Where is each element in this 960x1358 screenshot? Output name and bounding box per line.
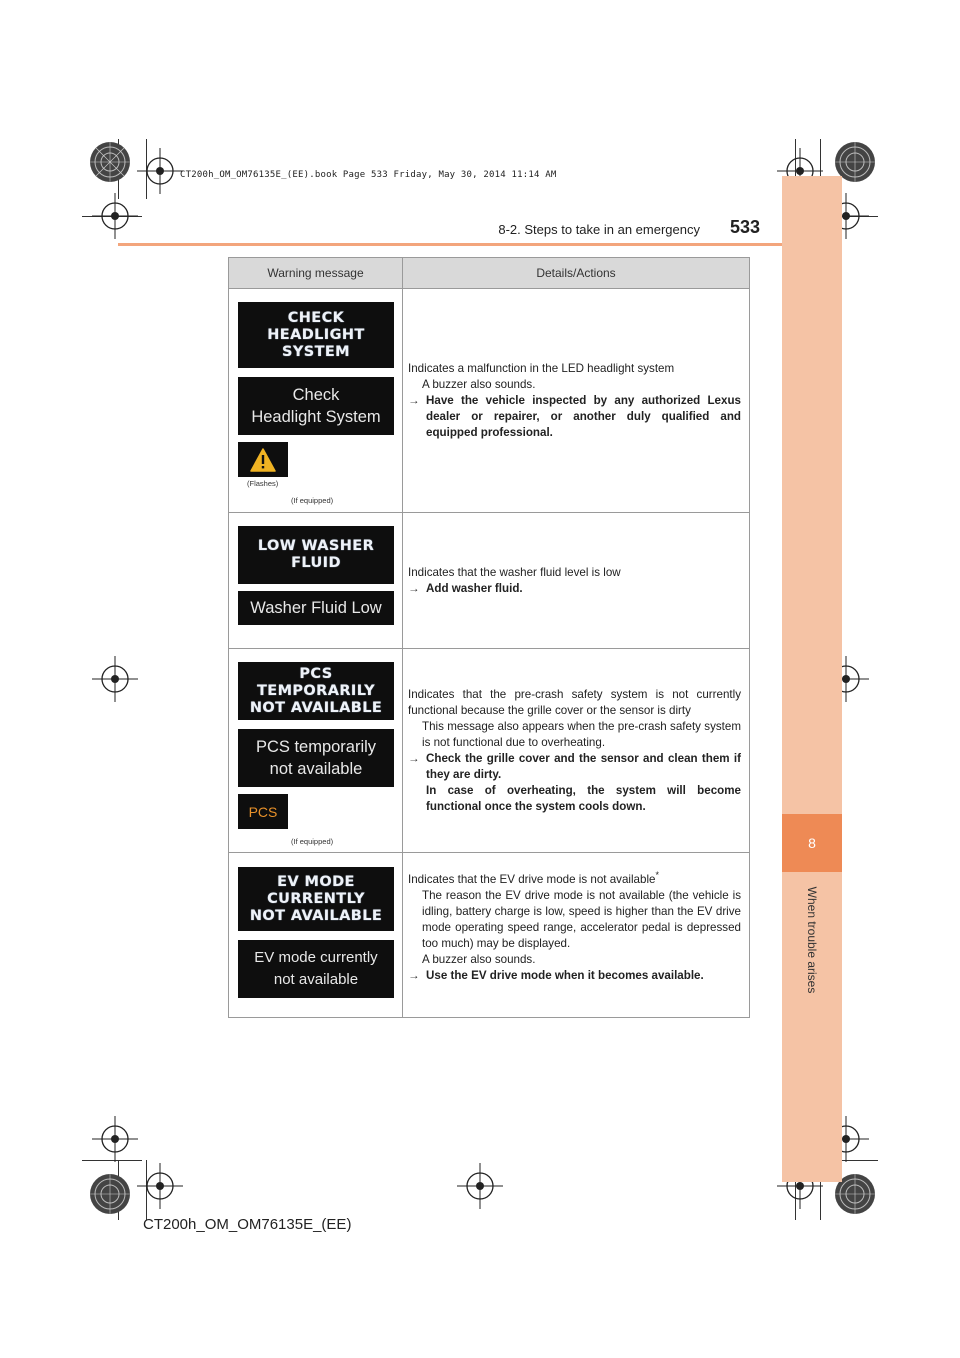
warning-message-cell [229, 289, 403, 512]
display-caps-headlight [238, 302, 394, 368]
action-text [408, 581, 621, 597]
crosshair-mark-icon [92, 656, 138, 702]
chapter-number: 8 [782, 814, 842, 872]
display-line: PCS TEMPORARILY [256, 665, 375, 699]
details-cell [403, 289, 749, 512]
display-line: NOT AVAILABLE [249, 699, 383, 716]
crosshair-mark-icon [137, 1163, 183, 1209]
header-rule [118, 243, 782, 246]
details-cell [403, 513, 749, 648]
detail-sub: The reason the EV drive mode is not available (the vehicle is idling, battery charge is low, speed is higher than the EV drive mode operating speed range, accelerator pedal is depressed too much) may be displayed. [422, 888, 741, 950]
display-line: SYSTEM [281, 343, 350, 360]
table-row [229, 649, 749, 853]
table-row [229, 853, 749, 1017]
registration-mark-icon [87, 1171, 133, 1217]
warning-message-cell [229, 513, 403, 648]
display-mixed-washer [238, 591, 394, 625]
crosshair-mark-icon [92, 1116, 138, 1162]
crosshair-mark-icon [137, 148, 183, 194]
detail-sub-2: A buzzer also sounds. [422, 952, 536, 966]
crosshair-mark-icon [457, 1163, 503, 1209]
display-line: Headlight System [251, 408, 381, 426]
action-label: Add washer fluid. [426, 581, 523, 595]
display-line: Check [292, 386, 340, 404]
chapter-title: When trouble arises [805, 886, 819, 994]
table-header [229, 258, 749, 289]
display-line: LOW WASHER [257, 538, 375, 554]
if-equipped-note: (If equipped) [291, 837, 334, 846]
section-title: 8-2. Steps to take in an emergency [498, 222, 700, 237]
detail-sub: This message also appears when the pre-crash safety system is not functional due to overheating. [422, 719, 741, 749]
col-header-details-actions: Details/Actions [536, 266, 616, 280]
detail-main: Indicates that the pre-crash safety system is not currently functional because the grille cover or the sensor is dirty [408, 687, 741, 717]
display-mixed-ev [238, 940, 394, 998]
detail-main [408, 867, 741, 888]
display-line: CHECK [287, 309, 345, 326]
flashes-caption: (Flashes) [247, 479, 279, 488]
display-line: Washer Fluid Low [250, 599, 382, 617]
display-line: HEADLIGHT [267, 326, 365, 343]
detail-main: Indicates that the washer fluid level is low [408, 565, 621, 579]
display-line: CURRENTLY [267, 890, 365, 907]
detail-sub: A buzzer also sounds. [422, 377, 536, 391]
warning-message-table [228, 257, 750, 1018]
chapter-side-tab [782, 176, 842, 1182]
display-mixed-headlight [238, 377, 394, 435]
footnote-mark: * [655, 870, 659, 880]
display-line: not available [269, 760, 363, 778]
action-label: Use the EV drive mode when it becomes available. [426, 968, 704, 982]
warning-triangle-icon [238, 442, 288, 477]
details-cell [403, 649, 749, 852]
col-header-warning-message: Warning message [229, 258, 403, 288]
document-code: CT200h_OM_OM76135E_(EE) [143, 1216, 352, 1233]
pcs-indicator-label: PCS [248, 803, 278, 820]
display-line: NOT AVAILABLE [249, 907, 383, 924]
detail-main: Indicates a malfunction in the LED headlight system [408, 361, 675, 375]
crosshair-mark-icon [92, 193, 138, 239]
display-caps-pcs [238, 662, 394, 720]
action-label: Have the vehicle inspected by any authorized Lexus dealer or repairer, or another duly qualified and equipped professional. [426, 393, 741, 439]
detail-main-text: Indicates that the EV drive mode is not available [408, 872, 656, 886]
table-row [229, 513, 749, 649]
if-equipped-note: (If equipped) [291, 496, 334, 505]
table-row [229, 289, 749, 513]
warning-message-cell [229, 853, 403, 1017]
arrow-icon: → [408, 393, 420, 407]
display-line: not available [273, 971, 359, 988]
display-caps-washer [238, 526, 394, 584]
display-line: PCS temporarily [255, 738, 377, 756]
action-text [408, 751, 741, 783]
display-caps-ev [238, 867, 394, 931]
action-text-2: In case of overheating, the system will become functional once the system cools down. [426, 783, 741, 813]
details-cell [403, 853, 749, 1017]
action-text [408, 968, 741, 984]
arrow-icon: → [408, 968, 420, 982]
registration-mark-icon [87, 139, 133, 185]
page-number: 533 [730, 217, 761, 237]
book-stamp: CT200h_OM_OM76135E_(EE).book Page 533 Friday, May 30, 2014 11:14 AM [180, 170, 557, 180]
arrow-icon: → [408, 581, 420, 595]
pcs-indicator-icon [238, 794, 288, 829]
action-label: Check the grille cover and the sensor and clean them if they are dirty. [426, 751, 741, 781]
display-mixed-pcs [238, 729, 394, 787]
display-line: EV mode currently [254, 949, 378, 966]
warning-message-cell [229, 649, 403, 852]
display-line: FLUID [291, 555, 341, 571]
display-line: EV MODE [277, 873, 355, 890]
arrow-icon: → [408, 751, 420, 765]
action-text [408, 393, 741, 441]
